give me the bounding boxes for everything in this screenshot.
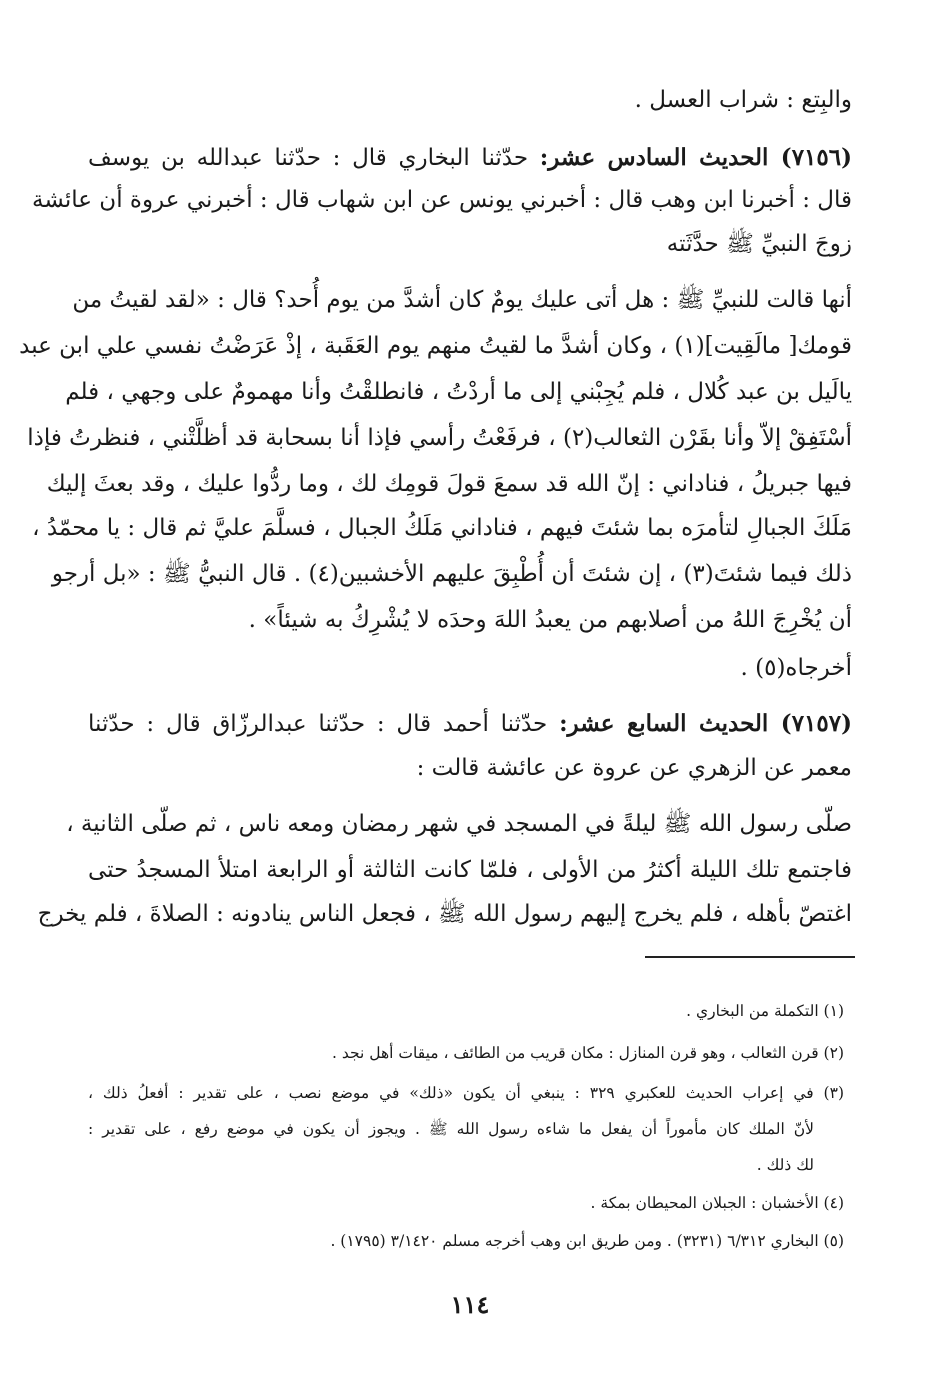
footnote: (٢) قرن الثعالب ، وهو قرن المنازل : مكان قريب من الطائف ، ميقات أهل نجد .	[332, 1044, 844, 1062]
footnote-continuation: لك ذلك .	[756, 1156, 814, 1174]
hadith-heading: (٧١٥٦) الحديث السادس عشر:	[539, 144, 853, 171]
text-line: زوجَ النبيِّ ﷺ حدَّثَته	[666, 231, 852, 257]
footnote: (٥) البخاري ٦/٣١٢ (٣٢٣١) . ومن طريق ابن وهب أخرجه مسلم ٣/١٤٢٠ (١٧٩٥) .	[330, 1232, 844, 1250]
text-line: اغتصّ بأهله ، فلم يخرج إليهم رسول الله ﷺ ، فجعل الناس ينادونه : الصلاةَ ، فلم يخرج	[37, 901, 852, 927]
text-line: صلّى رسول الله ﷺ ليلةً في المسجد في شهر رمضان ومعه ناس ، ثم صلّى الثانية ،	[66, 811, 852, 837]
text-line: قومك[ مالَقِيت](١) ، وكان أشدَّ ما لقيتُ منهم يوم العَقَبة ، إذْ عَرَضْتُ نفسي علي ابن عبد	[19, 333, 852, 359]
text-line: ذلك فيما شئتَ(٣) ، إن شئتَ أن أُطْبِقَ عليهم الأخشبين(٤) . قال النبيُّ ﷺ : «بل أرجو	[51, 561, 852, 587]
hadith-isnad: حدّثنا أحمد قال : حدّثنا عبدالرزّاق قال : حدّثنا	[88, 711, 560, 737]
text-line: فيها جبريلُ ، فناداني : إنّ الله قد سمعَ قولَ قومِك لك ، وما ردُّوا عليك ، وقد بعثَ إليك	[46, 471, 852, 497]
text-line: والبِتع : شراب العسل .	[634, 87, 852, 113]
text-line: أسْتَفِقْ إلاّ وأنا بقَرْن الثعالب(٢) ، فرفَعْتُ رأسي فإذا أنا بسحابة قد أظلَّتْني ، فنظرتُ فإذا	[27, 425, 852, 451]
text-line: معمر عن الزهري عن عروة عن عائشة قالت :	[416, 755, 852, 781]
footnote: (١) التكملة من البخاري .	[686, 1002, 844, 1020]
page-number: ١١٤	[450, 1290, 490, 1319]
text-line: أخرجاه(٥) .	[740, 655, 852, 681]
text-line: مَلَكَ الجبالِ لتأمرَه بما شئتَ فيهم ، فناداني مَلَكُ الجبال ، فسلَّمَ عليَّ ثم قال : يا محمّدُ ،	[32, 515, 852, 541]
text-line: أنها قالت للنبيِّ ﷺ : هل أتى عليك يومٌ كان أشدَّ من يوم أُحد؟ قال : «لقد لقيتُ من	[72, 287, 852, 313]
text-line: يالَيل بن عبد كُلال ، فلم يُجِبْني إلى ما أردْتُ ، فانطلقْتُ وأنا مهمومٌ على وجهي ، فلم	[65, 379, 852, 405]
text-line: فاجتمع تلك الليلة أكثرُ من الأولى ، فلمّا كانت الثالثة أو الرابعة امتلأ المسجدُ حتى	[88, 857, 852, 883]
footnote-separator	[645, 956, 855, 958]
footnote-continuation: لأنّ الملك كان مأموراً أن يفعل ما شاءه رسول الله ﷺ . ويجوز أن يكون في موضع رفع ، على تقدير :	[88, 1120, 814, 1138]
text-line: قال : أخبرنا ابن وهب قال : أخبرني يونس عن ابن شهاب قال : أخبرني عروة أن عائشة	[32, 187, 852, 213]
text-line: أن يُخْرِجَ اللهُ من أصلابهم من يعبدُ اللهَ وحدَه لا يُشْرِكُ به شيئاً» .	[248, 607, 852, 633]
footnote: (٤) الأخشبان : الجبلان المحيطان بمكة .	[590, 1194, 844, 1212]
hadith-heading: (٧١٥٧) الحديث السابع عشر:	[559, 710, 852, 737]
hadith-isnad: حدّثنا البخاري قال : حدّثنا عبدالله بن يوسف	[88, 145, 540, 171]
footnote: (٣) في إعراب الحديث للعكبري ٣٢٩ : ينبغي أن يكون «ذلك» في موضع نصب ، على تقدير : أفعلُ ذلك ،	[88, 1084, 844, 1102]
